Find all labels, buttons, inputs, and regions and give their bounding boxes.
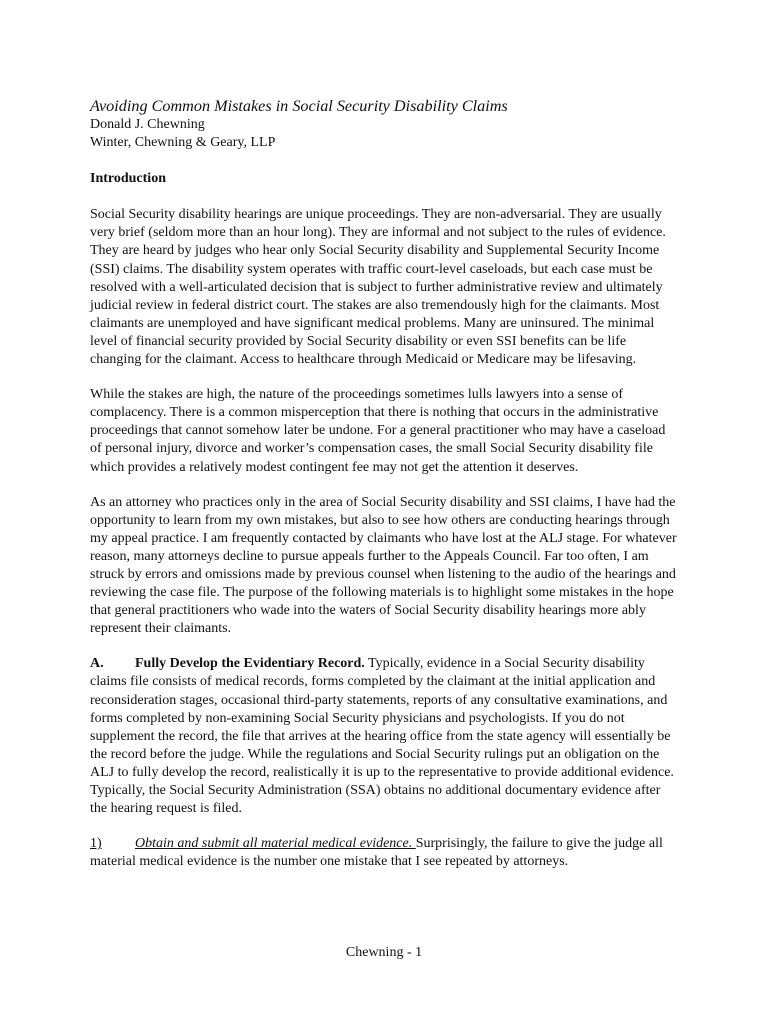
law-firm-name: Winter, Chewning & Geary, LLP bbox=[90, 135, 276, 151]
paragraph-1: Social Security disability hearings are unique proceedings. They are non-adversarial. They are usually very brief (seldom more than an hour long). They are informal and not subject to the rules of evidence. They are heard by judges who hear only Social Security disability and Supplemental Security Income (SSI) claims. The disability system operates with traffic court-level caseloads, but each case must be resolved with a well-articulated decision that is subject to further administrative review and ultimately judicial review in federal district court. The stakes are also tremendously high for the claimants. Most claimants are unemployed and have significant medical problems. Many are uninsured. The minimal level of financial security provided by Social Security disability or even SSI benefits can be life changing for the claimant. Access to healthcare through Medicaid or Medicare may be lifesaving. bbox=[90, 207, 666, 368]
author-name: Donald J. Chewning bbox=[90, 117, 205, 132]
section-a-letter: A. bbox=[90, 656, 104, 672]
paragraph-3: As an attorney who practices only in the area of Social Security disability and SSI claims, I have had the opportunity to learn from my own mistakes, but also to see how others are conducting hearings through my appeal practice. I am frequently contacted by claimants who have lost at the ALJ stage. For whatever reason, many attorneys decline to pursue appeals further to the Appeals Council. Far too often, I am struck by errors and omissions made by previous counsel when listening to the audio of the hearings and reviewing the case file. The purpose of the following materials is to highlight some mistakes in the hope that general practitioners who wade into the waters of Social Security disability hearings more ably represent their claimants. bbox=[90, 494, 677, 637]
item-1 bbox=[90, 835, 680, 871]
paragraph-2: While the stakes are high, the nature of the proceedings sometimes lulls lawyers into a sense of complacency. There is a common misperception that there is nothing that occurs in the administrative proceedings that cannot somehow later be undone. For a general practitioner who may have a caseload of personal injury, divorce and worker’s compensation cases, the small Social Security disability file which provides a relatively modest contingent fee may not get the attention it deserves. bbox=[90, 387, 666, 475]
introduction-heading: Introduction bbox=[90, 171, 166, 187]
item-1-title: Obtain and submit all material medical evidence. bbox=[135, 836, 416, 852]
section-a-text: Typically, evidence in a Social Security disability claims file consists of medical records, forms completed by the claimant at the initial application and reconsideration stages, occasional third-party statements, reports of any consultative examinations, and forms completed by non-examining Social Security physicians and psychologists. If you do not supplement the record, the file that arrives at the hearing office from the state agency will essentially be the record before the judge. While the regulations and Social Security rulings put an obligation on the ALJ to fully develop the record, realistically it is up to the representative to provide additional evidence. Typically, the Social Security Administration (SSA) obtains no additional documentary evidence after the hearing request is filed. bbox=[90, 656, 674, 817]
section-a-title: Fully Develop the Evidentiary Record. bbox=[135, 656, 365, 672]
page-footer: Chewning - 1 bbox=[345, 945, 423, 960]
item-1-number: 1) bbox=[90, 836, 102, 852]
document-title: Avoiding Common Mistakes in Social Security Disability Claims bbox=[90, 97, 508, 115]
section-a bbox=[90, 655, 680, 818]
item-1-text: Surprisingly, the failure to give the judge all material medical evidence is the number one mistake that I see repeated by attorneys. bbox=[90, 836, 663, 870]
document-body bbox=[90, 96, 680, 871]
